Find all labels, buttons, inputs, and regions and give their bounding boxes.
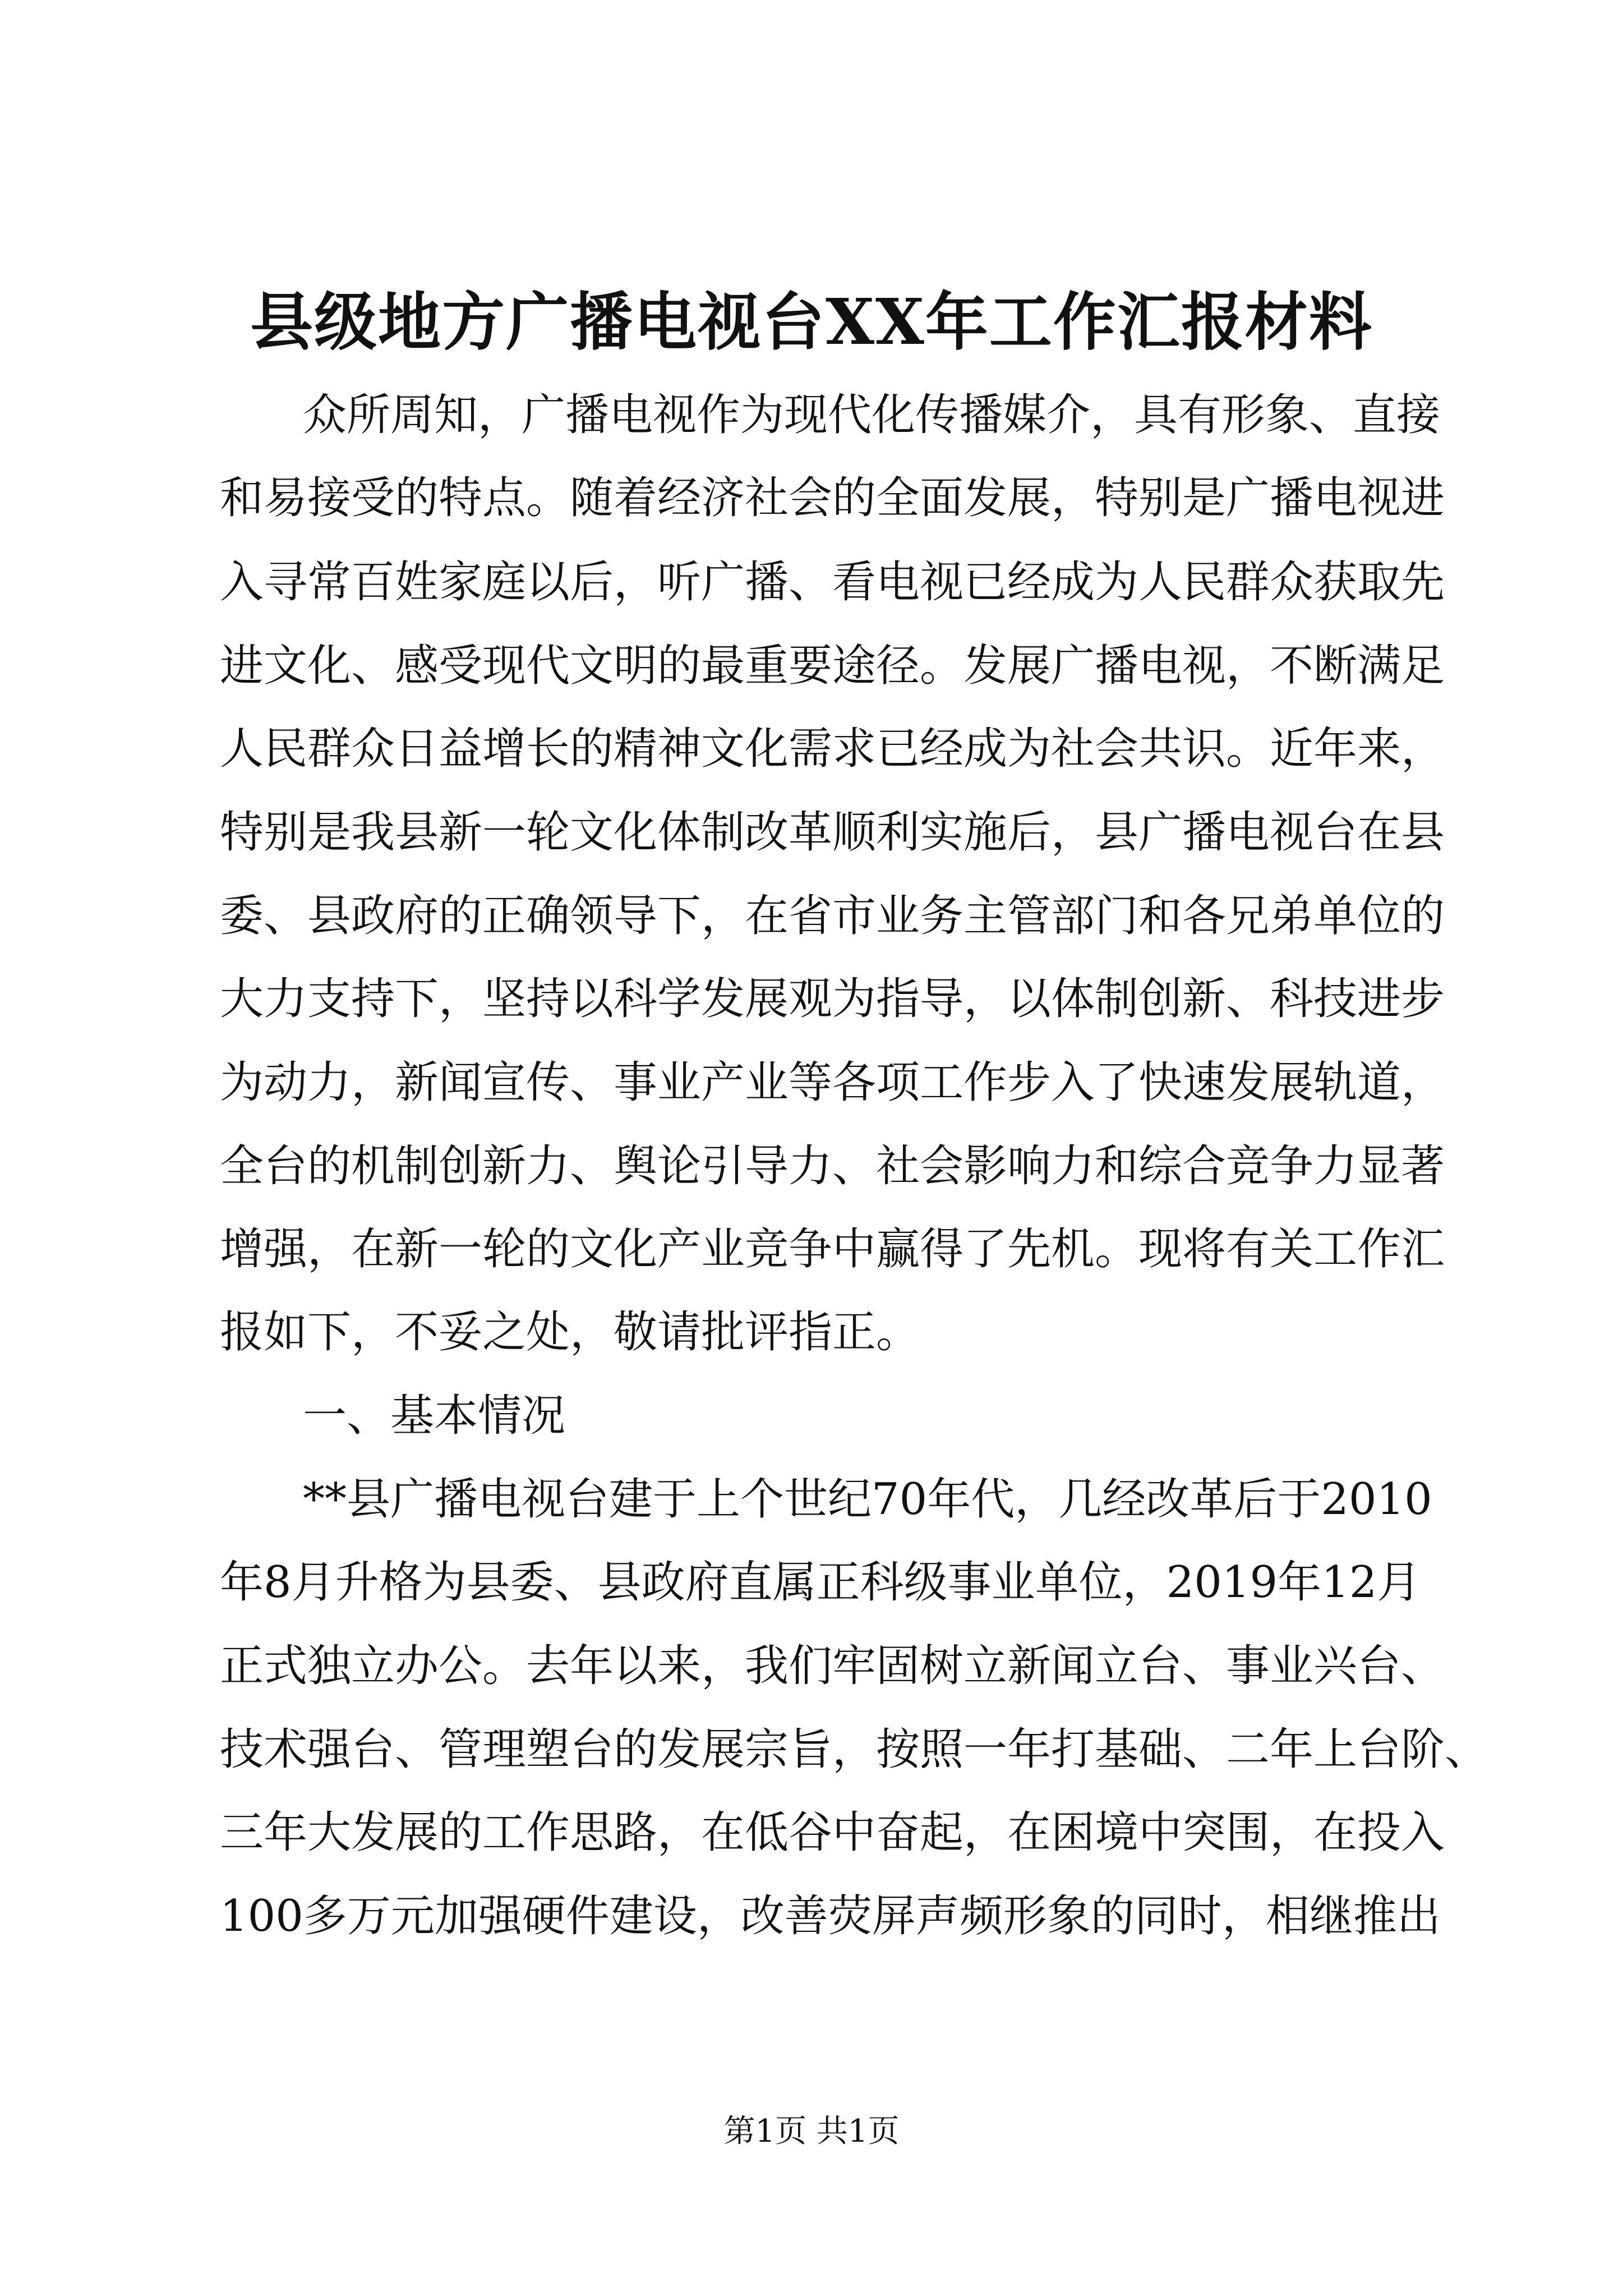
paragraph-1-line-10: 全台的机制创新力、舆论引导力、社会影响力和综合竞争力显著: [220, 1141, 1445, 1191]
paragraph-2-line-2: 年8月升格为县委、县政府直属正科级事业单位，2019年12月: [220, 1557, 1421, 1608]
paragraph-2-line-6: 100多万元加强硬件建设，改善荧屏声频形象的同时，相继推出: [220, 1891, 1441, 1941]
paragraph-1-line-7: 委、县政府的正确领导下，在省市业务主管部门和各兄弟单位的: [220, 891, 1445, 941]
paragraph-1-line-1: 众所周知，广播电视作为现代化传播媒介，具有形象、直接: [303, 390, 1441, 440]
paragraph-2-line-3: 正式独立办公。去年以来，我们牢固树立新闻立台、事业兴台、: [220, 1641, 1445, 1691]
paragraph-2-line-1: **县广播电视台建于上个世纪70年代，几经改革后于2010: [303, 1474, 1432, 1525]
paragraph-2-line-4: 技术强台、管理塑台的发展宗旨，按照一年打基础、二年上台阶、: [220, 1724, 1489, 1775]
document-title: 县级地方广播电视台XX年工作汇报材料: [250, 286, 1373, 359]
paragraph-1-line-5: 人民群众日益增长的精神文化需求已经成为社会共识。近年来，: [220, 724, 1445, 774]
paragraph-1-line-6: 特别是我县新一轮文化体制改革顺利实施后，县广播电视台在县: [220, 807, 1445, 858]
paragraph-1-line-12: 报如下，不妥之处，敬请批评指正。: [220, 1307, 920, 1358]
paragraph-1-line-3: 入寻常百姓家庭以后，听广播、看电视已经成为人民群众获取先: [220, 557, 1445, 608]
page-footer: 第1页 共1页: [723, 2113, 900, 2150]
section-heading: 一、基本情况: [303, 1391, 566, 1441]
paragraph-1-line-8: 大力支持下，坚持以科学发展观为指导，以体制创新、科技进步: [220, 974, 1445, 1024]
paragraph-1-line-2: 和易接受的特点。随着经济社会的全面发展，特别是广播电视进: [220, 473, 1445, 523]
paragraph-1-line-11: 增强，在新一轮的文化产业竞争中赢得了先机。现将有关工作汇: [220, 1224, 1445, 1274]
paragraph-1-line-9: 为动力，新闻宣传、事业产业等各项工作步入了快速发展轨道，: [220, 1057, 1445, 1108]
paragraph-1-line-4: 进文化、感受现代文明的最重要途径。发展广播电视，不断满足: [220, 641, 1445, 691]
paragraph-2-line-5: 三年大发展的工作思路，在低谷中奋起，在困境中突围，在投入: [220, 1807, 1445, 1858]
